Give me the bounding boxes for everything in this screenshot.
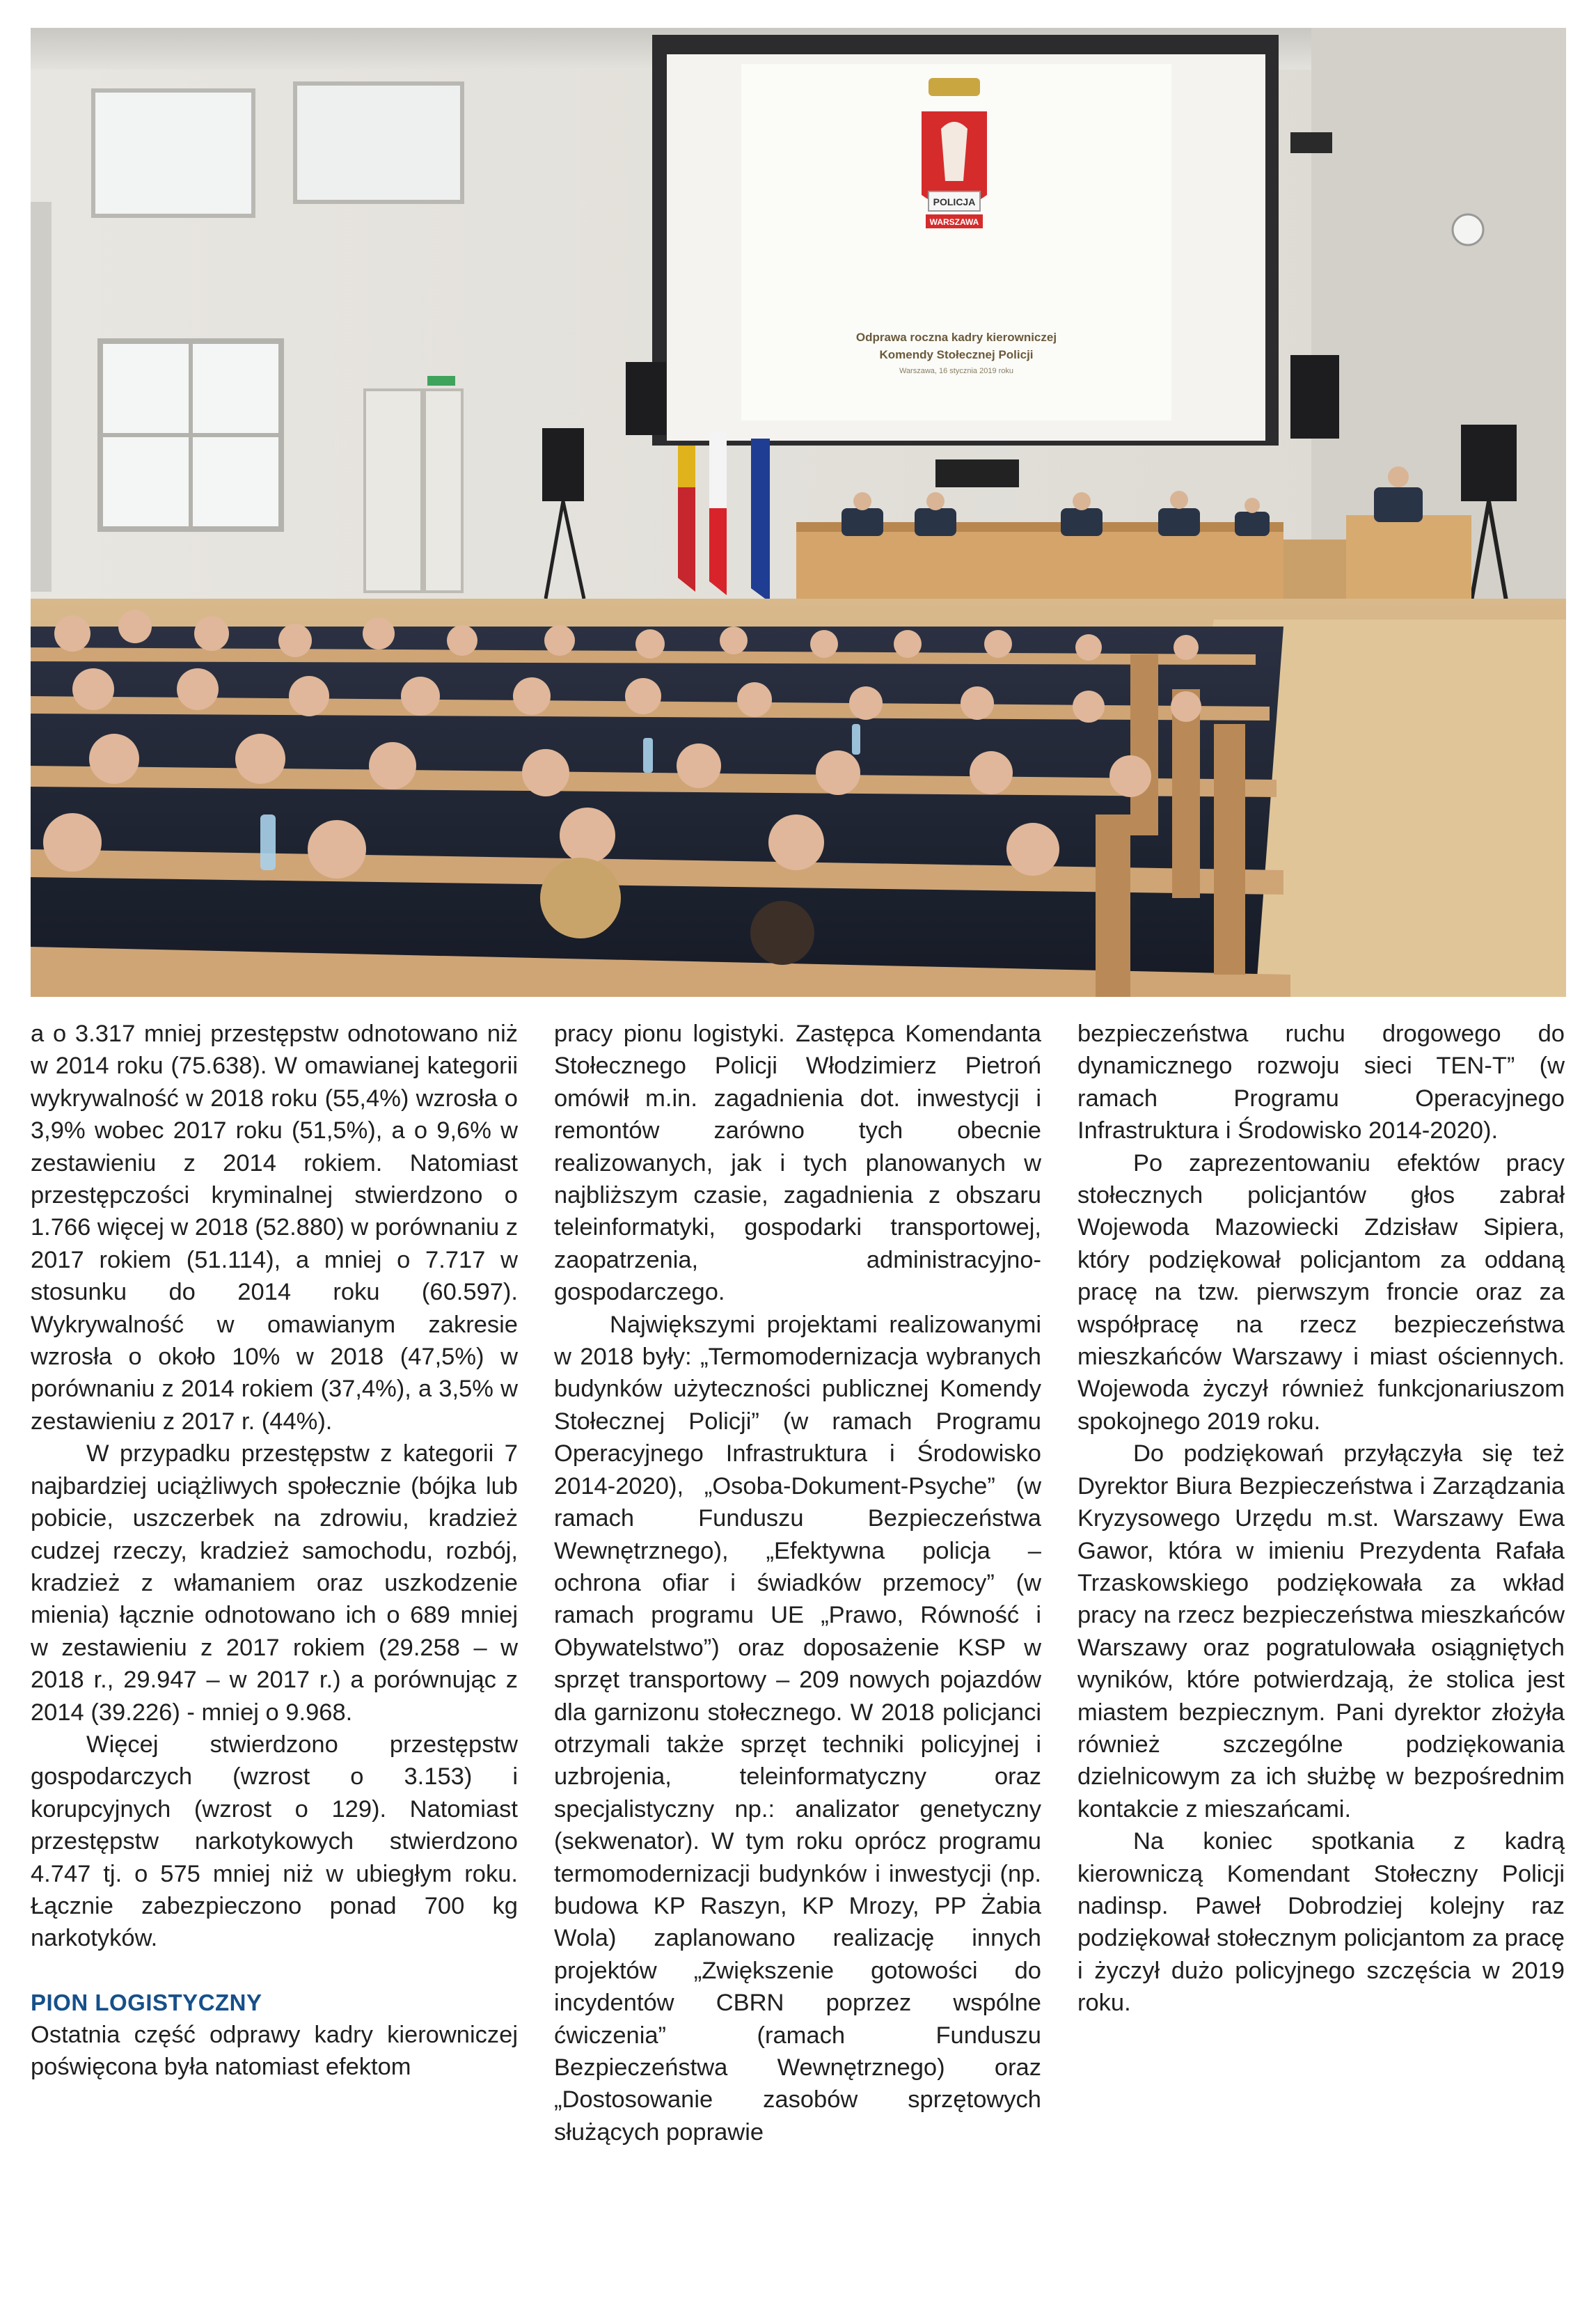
paragraph: Po zaprezentowaniu efektów pracy stołecznych policjantów głos zabrał Wojewoda Mazowiecki Zdzisław Sipiera, który podziękował policjantom za oddaną pracę na tzw. pierwszym froncie oraz za współpracę na rzecz bezpieczeństwa mieszkańców Warszawy i miast ościennych. Wojewoda życzył również funkcjonariuszom spokojnego 2019 roku. (1077, 1149, 1565, 1435)
slide-title-line-2: Komendy Stołecznej Policji (879, 348, 1034, 361)
conference-hall-photo (31, 28, 1566, 997)
slide-badge-city: WARSZAWA (929, 217, 979, 227)
article-column-2 (554, 1018, 1041, 2148)
paragraph: pracy pionu logistyki. Zastępca Komendanta Stołecznego Policji Włodzimierz Pietroń omówił m.in. zagadnienia dot. inwestycji i remontów zarówno tych obecnie realizowanych, jak i tych planowanych w najbliższym czasie, zagadnienia z obszaru teleinformatyki, gospodarki transportowej, zaopatrzenia, administracyjno-gospodarczego. (554, 1021, 1041, 1306)
paragraph: a o 3.317 mniej przestępstw odnotowano niż w 2014 roku (75.638). W omawianej kategorii wykrywalność w 2018 roku (55,4%) wzrosła o 3,9% wobec 2017 roku (51,5%), a o 9,6% w zestawieniu z 2014 rokiem. Natomiast przestępczości kryminalnej stwierdzono o 1.766 więcej w 2018 (52.880) w porównaniu z 2017 rokiem (51.114), a mniej o 7.717 w stosunku do 2014 roku (60.597). Wykrywalność w omawianym zakresie wzrosła o około 10% w 2018 (47,5%) w porównaniu z 2014 rokiem (37,4%), a 3,5% w zestawieniu z 2017 r. (44%). (31, 1021, 519, 1435)
paragraph: Do podziękowań przyłączyła się też Dyrektor Biura Bezpieczeństwa i Zarządzania Kryzysowego Urzędu m.st. Warszawy Ewa Gawor, która w imieniu Prezydenta Rafała Trzaskowskiego podziękowała za wkład pracy na rzecz bezpieczeństwa mieszkańców Warszawy oraz pogratulowała osiągniętych wyników, które potwierdzają, że stolica jest miastem bezpiecznym. Pani dyrektor złożyła również szczególne podziękowania dzielnicowym za ich służbę w bezpośrednim kontakcie z mieszańcami. (1077, 1440, 1565, 1823)
section-heading: PION LOGISTYCZNY (31, 1989, 262, 2015)
paragraph: Największymi projektami realizowanymi w 2018 były: „Termomodernizacja wybranych budynków użyteczności publicznej Komendy Stołecznej Policji” (w ramach Programu Operacyjnego Infrastruktura i Środowisko 2014-2020), „Osoba-Dokument-Psyche” (w ramach Funduszu Bezpieczeństwa Wewnętrznego), „Efektywna policja – ochrona ofiar i świadków przemocy” (w ramach programu UE „Prawo, Równość i Obywatelstwo”) oraz doposażenie KSP w sprzęt transportowy – 209 nowych pojazdów dla garnizonu stołecznego. W 2018 policjanci otrzymali także sprzęt techniki policyjnej i uzbrojenia, teleinformatyczny oraz specjalistyczny np.: analizator genetyczny (sekwenator). W tym roku oprócz programu termomodernizacji budynków i inwestycji (np. budowa KP Raszyn, KP Mrozy, PP Żabia Wola) zaplanowano realizację innych projektów „Zwiększenie gotowości do incydentów CBRN poprzez wspólne ćwiczenia” (ramach Funduszu Bezpieczeństwa Wewnętrznego) oraz „Dostosowanie zasobów sprzętowych służących poprawie (554, 1311, 1041, 2146)
paragraph: W przypadku przestępstw z kategorii 7 najbardziej uciążliwych społecznie (bójka lub pobicie, uszczerbek na zdrowiu, kradzież cudzej rzeczy, kradzież samochodu, rozbój, kradzież z włamaniem oraz uszkodzenie mienia) łącznie odnotowano ich o 689 mniej w zestawieniu z 2017 rokiem (29.258 – w 2018 r., 29.947 – w 2017 r.) a porównując z 2014 (39.226) - mniej o 9.968. (31, 1440, 518, 1726)
paragraph: Ostatnia część odprawy kadry kierowniczej poświęcona była natomiast efektom (31, 2021, 518, 2081)
paragraph: Na koniec spotkania z kadrą kierowniczą Komendant Stołeczny Policji nadinsp. Paweł Dobrodziej kolejny raz podziękował stołecznym policjantom za pracę i życzył dużo policyjnego szczęścia w 2019 roku. (1077, 1828, 1565, 2017)
paragraph: Więcej stwierdzono przestępstw gospodarczych (wzrost o 3.153) i korupcyjnych (wzrost o 129). Natomiast przestępstw narkotykowych stwierdzono 4.747 tj. o 575 mniej niż w ubiegłym roku. Łącznie zabezpieczono ponad 700 kg narkotyków. (31, 1731, 518, 1952)
paragraph: bezpieczeństwa ruchu drogowego do dynamicznego rozwoju sieci TEN-T” (w ramach Programu Operacyjnego Infrastruktura i Środowisko 2014-2020). (1077, 1021, 1565, 1144)
slide-date-line: Warszawa, 16 stycznia 2019 roku (899, 367, 1014, 375)
article-column-1 (31, 1018, 518, 2084)
slide-badge-label: POLICJA (933, 196, 976, 207)
slide-title-line-1: Odprawa roczna kadry kierowniczej (855, 331, 1057, 344)
article-column-3 (1077, 1018, 1565, 2020)
